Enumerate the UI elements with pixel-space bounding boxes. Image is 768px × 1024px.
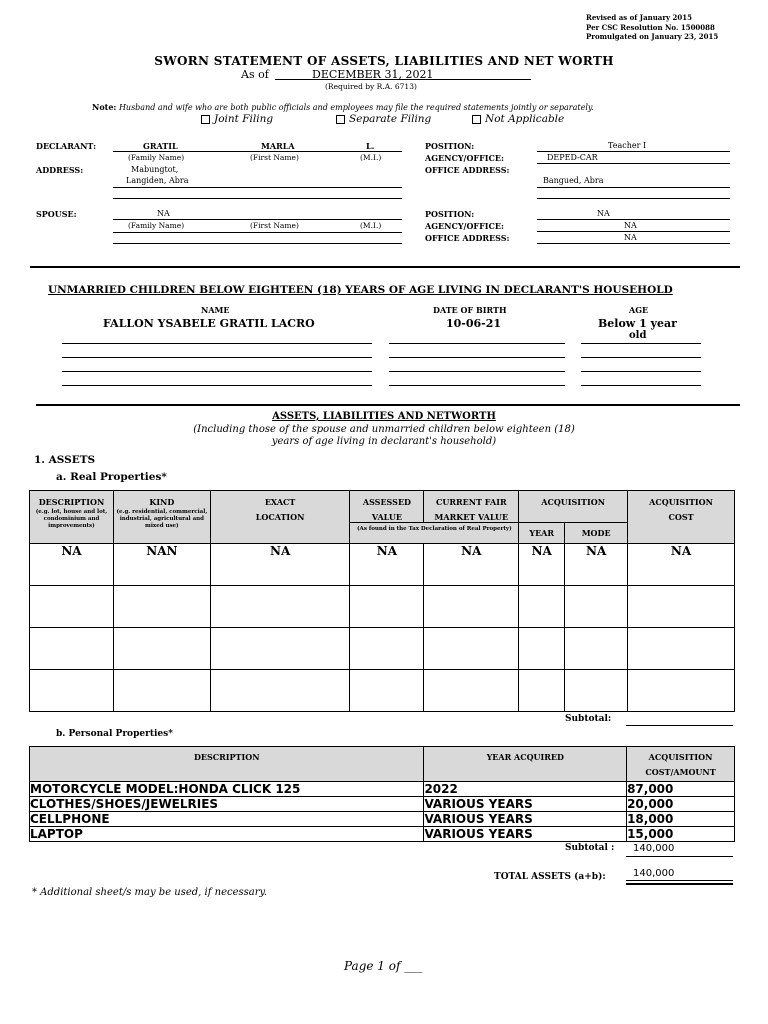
revision-line-1: Revised as of January 2015 (586, 13, 692, 22)
separate-filing-label: Separate Filing (349, 113, 432, 125)
rp-header-mode (565, 523, 628, 544)
checkbox-icon[interactable] (201, 115, 210, 124)
pp-header-year (424, 747, 627, 782)
rp-header-fair-2: MARKET VALUE (434, 512, 509, 522)
checkbox-icon[interactable] (472, 115, 481, 124)
rp-header-kind (113, 491, 210, 544)
personal-properties-table (29, 746, 735, 842)
revision-note (586, 13, 718, 42)
position-label: POSITION: (425, 141, 475, 151)
rp-header-cost (628, 491, 735, 544)
children-col-age: AGE (629, 305, 649, 315)
declarant-label: DECLARANT: (36, 141, 97, 151)
children-col-dob: DATE OF BIRTH (433, 305, 507, 315)
pp-description: CLOTHES/SHOES/JEWELRIES (30, 797, 424, 812)
agency-value: DEPED-CAR (547, 153, 598, 162)
rp-header-assessed (350, 491, 424, 523)
assets-label: 1. ASSETS (34, 454, 96, 466)
table-cell: NA (210, 544, 350, 586)
revision-line-3: Promulgated on January 23, 2015 (586, 32, 719, 41)
rp-header-mode-label: MODE (581, 528, 611, 538)
office-address-value: Bangued, Abra (543, 176, 604, 185)
spouse-office-address-value: NA (624, 233, 637, 242)
pp-description: MOTORCYCLE MODEL:HONDA CLICK 125 (30, 782, 424, 797)
spouse-family-name-caption: (Family Name) (128, 221, 185, 230)
table-row (30, 670, 735, 712)
pp-year: VARIOUS YEARS (424, 797, 627, 812)
not-applicable-label: Not Applicable (485, 113, 565, 125)
child-name: FALLON YSABELE GRATIL LACRO (103, 317, 315, 330)
rp-header-fair-1: CURRENT FAIR (436, 497, 507, 507)
rp-header-cost-1: ACQUISITION (649, 497, 713, 507)
assets-subheading-1: (Including those of the spouse and unmarried children below eighteen (18) (193, 424, 575, 435)
rp-header-kind-label: KIND (149, 497, 175, 507)
rp-header-year (519, 523, 565, 544)
mi-caption: (M.I.) (360, 153, 382, 162)
pp-cost: 15,000 (627, 827, 735, 842)
note (92, 102, 594, 112)
checkbox-icon[interactable] (336, 115, 345, 124)
declarant-mi: L. (366, 141, 375, 151)
joint-filing-label: Joint Filing (214, 113, 274, 125)
child-age-line-2: old (629, 330, 647, 341)
form-title: SWORN STATEMENT OF ASSETS, LIABILITIES AND NET WORTH (154, 54, 614, 68)
spouse-office-address-label: OFFICE ADDRESS: (425, 233, 510, 243)
table-row (30, 544, 735, 586)
required-by: (Required by R.A. 6713) (325, 82, 417, 91)
pp-description: CELLPHONE (30, 812, 424, 827)
total-assets-label: TOTAL ASSETS (a+b): (494, 872, 606, 882)
rp-header-description-sub: (e.g. lot, house and lot, condominium and improvements) (35, 509, 108, 529)
position-value: Teacher I (608, 141, 647, 150)
note-text: Husband and wife who are both public officials and employees may file the required statements jointly or separately. (118, 103, 594, 112)
rp-header-kind-sub: (e.g. residential, commercial, industrial, agricultural and mixed use) (116, 509, 208, 529)
spouse-position-label: POSITION: (425, 209, 475, 219)
real-properties-label: a. Real Properties* (56, 471, 167, 483)
address-line-1: Mabungtot, (131, 165, 179, 174)
child-dob: 10-06-21 (446, 317, 502, 330)
rp-header-assessed-2: VALUE (371, 512, 402, 522)
table-cell: NA (350, 544, 424, 586)
pp-header-description-label: DESCRIPTION (193, 752, 260, 762)
office-address-label: OFFICE ADDRESS: (425, 165, 510, 175)
pp-year: 2022 (424, 782, 627, 797)
revision-line-2: Per CSC Resolution No. 1500088 (586, 22, 715, 32)
pp-description: LAPTOP (30, 827, 424, 842)
children-col-name: NAME (201, 305, 230, 315)
rp-header-acquisition (519, 491, 628, 523)
real-properties-table (29, 490, 735, 712)
table-row (30, 827, 735, 842)
rp-header-tax-note (350, 523, 519, 544)
declarant-first-name: MARLA (261, 141, 295, 151)
note-label: Note: (92, 102, 117, 112)
first-name-caption: (First Name) (250, 153, 299, 162)
table-cell: NA (424, 544, 519, 586)
rp-header-tax-note-label: (As found in the Tax Declaration of Real Property) (356, 526, 512, 532)
as-of-label: As of (241, 68, 269, 81)
total-assets-value: 140,000 (633, 868, 675, 879)
rp-header-description-label: DESCRIPTION (38, 497, 105, 507)
personal-subtotal-label: Subtotal : (565, 843, 615, 853)
table-row (30, 586, 735, 628)
rp-header-location-1: EXACT (264, 497, 296, 507)
table-cell: NA (519, 544, 565, 586)
spouse-mi-caption: (M.I.) (360, 221, 382, 230)
spouse-agency-value: NA (624, 221, 637, 230)
pp-header-cost (627, 747, 735, 782)
as-of-date: DECEMBER 31, 2021 (312, 68, 434, 81)
spouse-first-name-caption: (First Name) (250, 221, 299, 230)
table-cell: NA (565, 544, 628, 586)
address-label: ADDRESS: (36, 165, 84, 175)
personal-subtotal-value: 140,000 (633, 843, 675, 854)
not-applicable-option[interactable] (472, 113, 564, 125)
table-cell: NAN (113, 544, 210, 586)
rp-header-assessed-1: ASSESSED (362, 497, 411, 507)
joint-filing-option[interactable] (201, 113, 273, 125)
pp-year: VARIOUS YEARS (424, 827, 627, 842)
child-age-line-1: Below 1 year (598, 317, 677, 330)
assets-subheading-2: years of age living in declarant's household) (271, 436, 497, 447)
table-row (30, 797, 735, 812)
pp-header-year-label: YEAR ACQUIRED (486, 752, 564, 762)
spouse-family-name: NA (157, 209, 170, 218)
pp-header-cost-2: COST/AMOUNT (645, 767, 716, 777)
spouse-agency-label: AGENCY/OFFICE: (425, 221, 504, 231)
pp-cost: 87,000 (627, 782, 735, 797)
pp-header-cost-1: ACQUISITION (648, 752, 713, 762)
table-cell: NA (628, 544, 735, 586)
children-heading: UNMARRIED CHILDREN BELOW EIGHTEEN (18) YEARS OF AGE LIVING IN DECLARANT'S HOUSEHOLD (48, 284, 673, 296)
pp-year: VARIOUS YEARS (424, 812, 627, 827)
pp-cost: 20,000 (627, 797, 735, 812)
assets-heading: ASSETS, LIABILITIES AND NETWORTH (272, 411, 496, 422)
table-cell: NA (30, 544, 114, 586)
agency-label: AGENCY/OFFICE: (425, 153, 504, 163)
rp-header-year-label: YEAR (529, 528, 555, 538)
declarant-family-name: GRATIL (143, 141, 178, 151)
rp-header-fair (424, 491, 519, 523)
rp-header-description (30, 491, 114, 544)
family-name-caption: (Family Name) (128, 153, 185, 162)
footnote: * Additional sheet/s may be used, if necessary. (32, 887, 268, 898)
spouse-position-value: NA (597, 209, 610, 218)
spouse-label: SPOUSE: (36, 209, 77, 219)
pp-header-description (30, 747, 424, 782)
table-row (30, 628, 735, 670)
table-row (30, 812, 735, 827)
rp-header-acquisition-label: ACQUISITION (541, 497, 606, 507)
rp-header-location (210, 491, 350, 544)
address-line-2: Langiden, Abra (126, 176, 189, 185)
page-number: Page 1 of ___ (344, 959, 423, 973)
table-row (30, 782, 735, 797)
rp-header-cost-2: COST (668, 512, 694, 522)
separate-filing-option[interactable] (336, 113, 431, 125)
real-subtotal-label: Subtotal: (565, 714, 612, 724)
pp-cost: 18,000 (627, 812, 735, 827)
personal-properties-label: b. Personal Properties* (56, 729, 173, 739)
rp-header-location-2: LOCATION (255, 512, 305, 522)
